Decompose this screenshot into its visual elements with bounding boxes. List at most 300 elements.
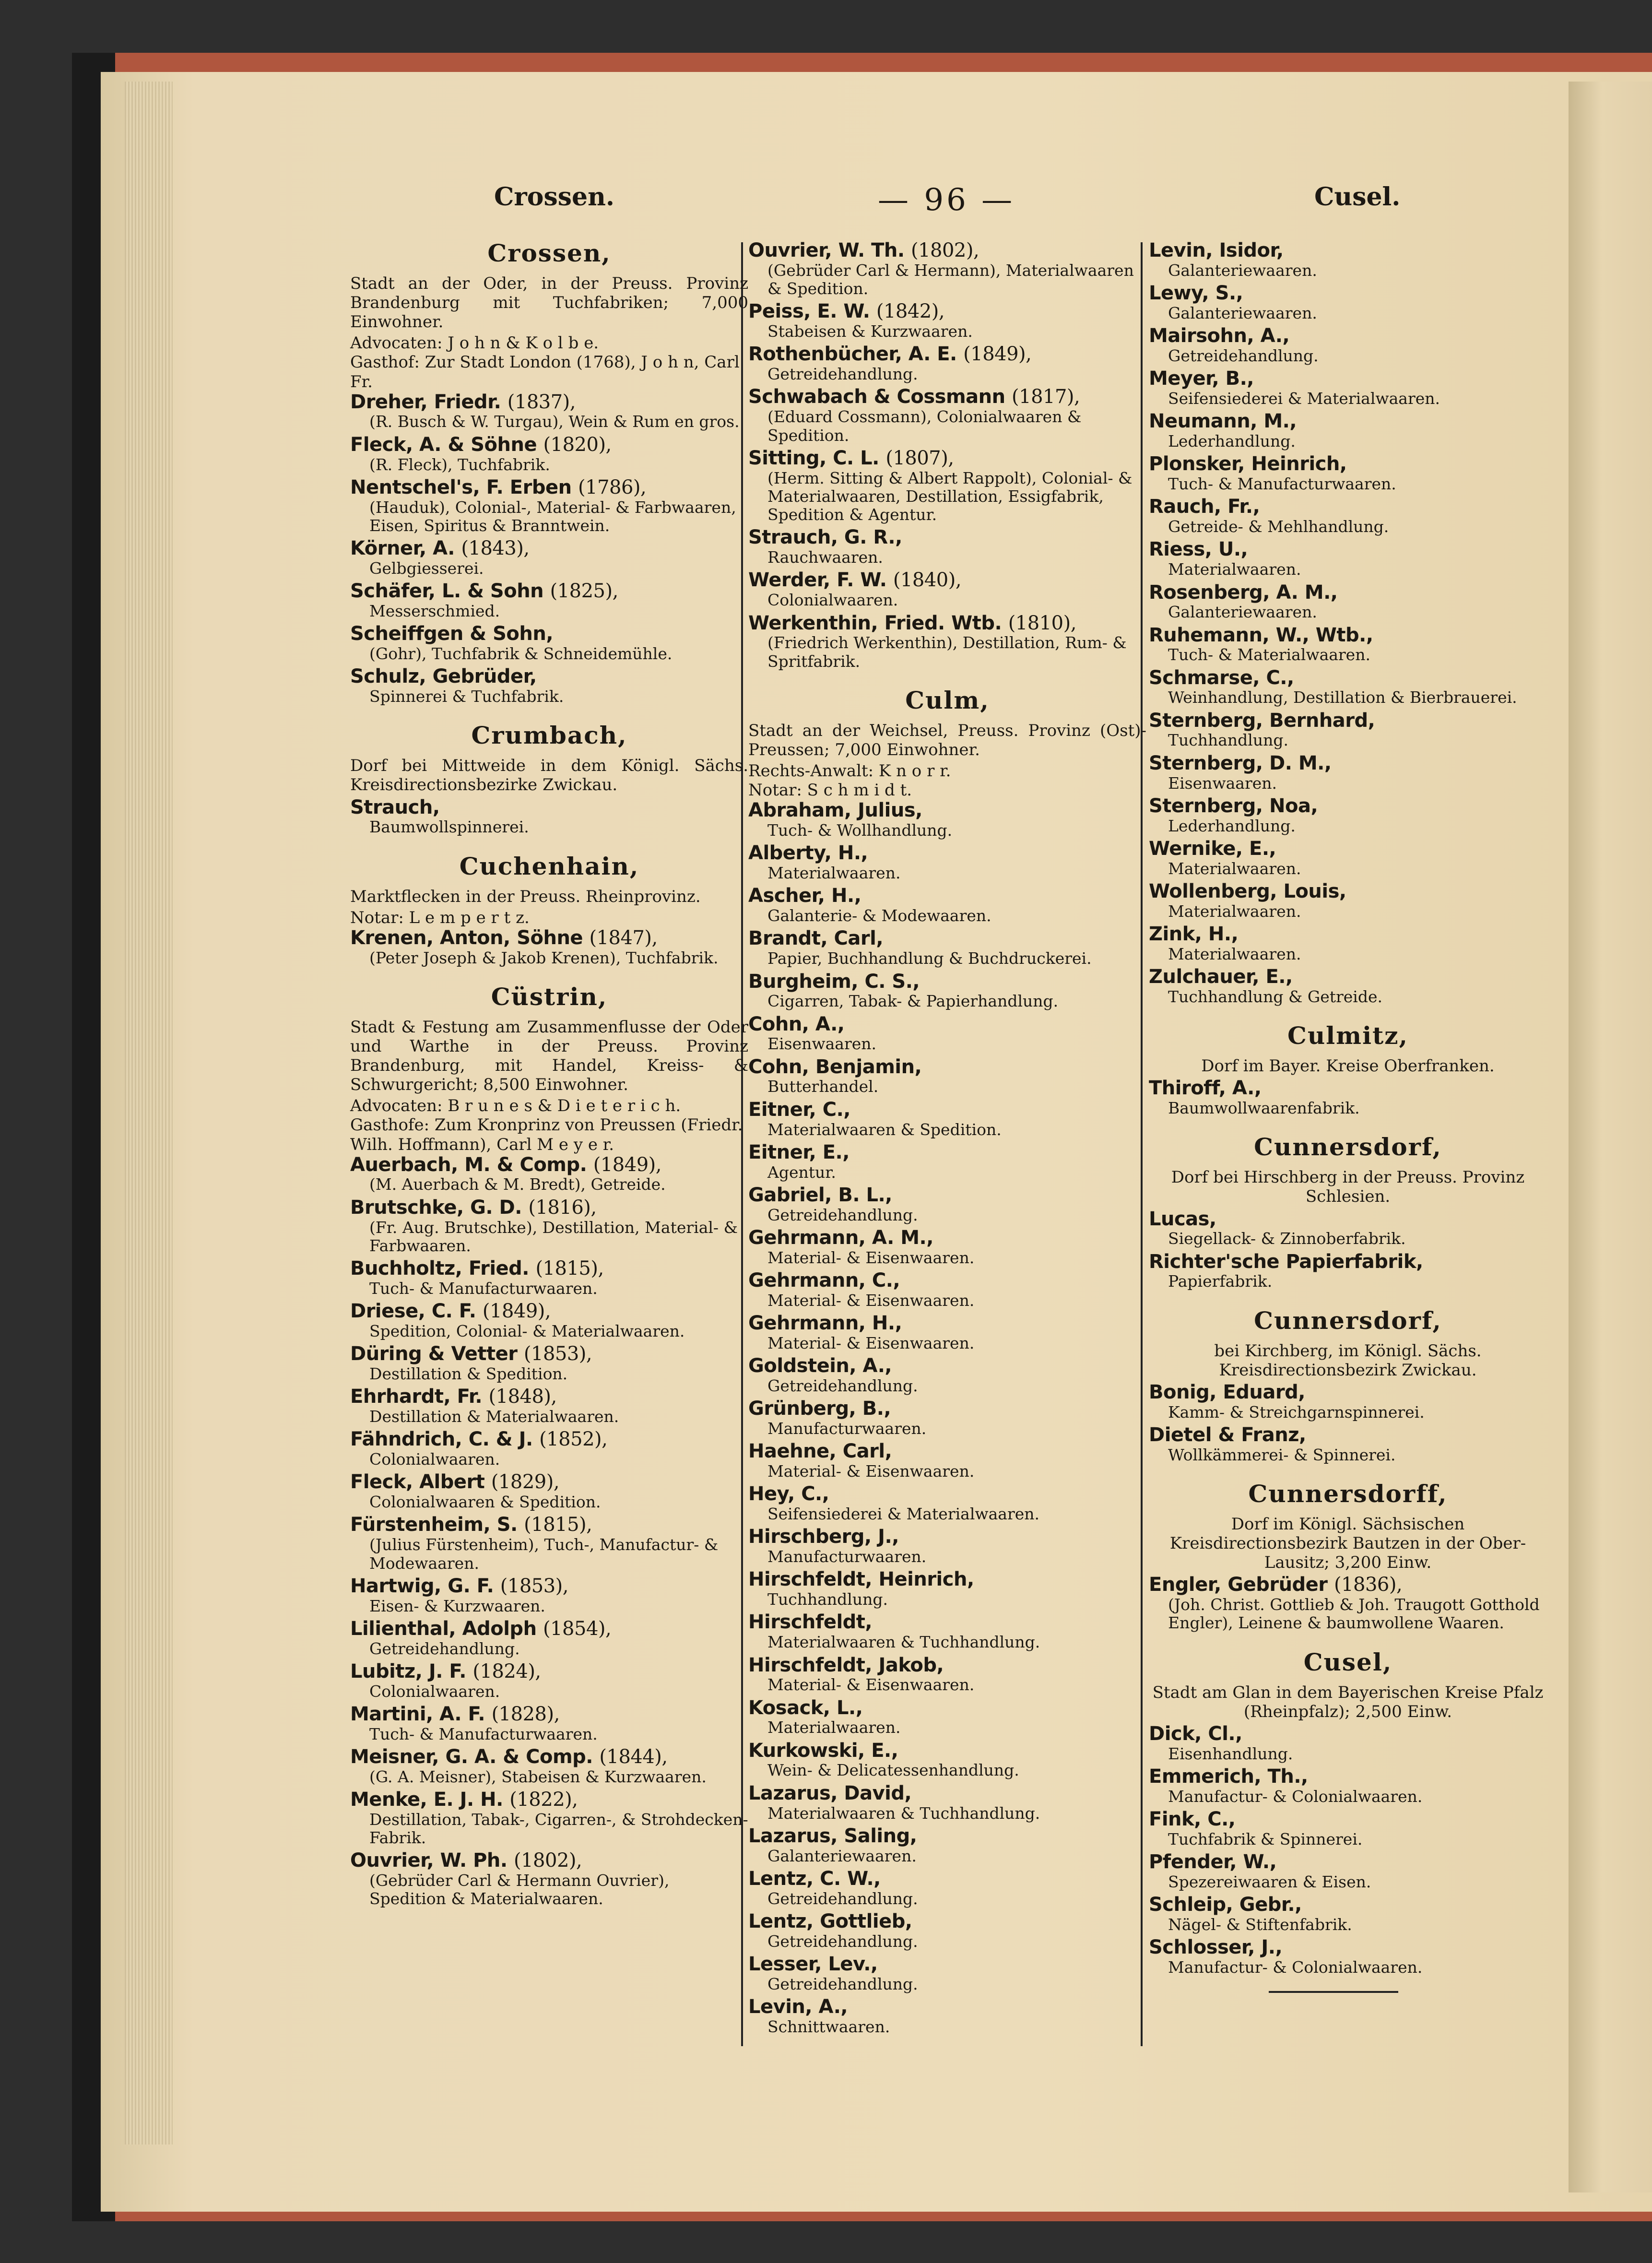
firm-name-line xyxy=(1149,283,1547,304)
founding-year: (1848), xyxy=(488,1386,557,1408)
city-description: Dorf im Bayer. Kreise Oberfranken. xyxy=(1201,1056,1495,1076)
firm-name: Riess, U., xyxy=(1149,538,1248,561)
firm-name-line xyxy=(350,623,748,645)
city-heading: Cunnersdorf, xyxy=(1254,1306,1442,1335)
directory-entry xyxy=(1149,1382,1547,1422)
firm-name: Levin, Isidor, xyxy=(1149,239,1284,261)
firm-name: Rauch, Fr., xyxy=(1149,496,1260,518)
firm-name: Fleck, Albert xyxy=(350,1471,485,1493)
directory-entry xyxy=(350,581,748,620)
firm-name: Körner, A. xyxy=(350,537,455,560)
city-heading: Crossen, xyxy=(487,239,611,267)
directory-entry xyxy=(350,1514,748,1572)
firm-name: Gehrmann, C., xyxy=(748,1269,900,1291)
directory-entry xyxy=(1149,496,1547,536)
founding-year: (1824), xyxy=(472,1660,541,1682)
directory-entry xyxy=(1149,539,1547,579)
firm-name-line xyxy=(350,1343,748,1365)
firm-name-line xyxy=(350,1576,748,1597)
firm-name-line xyxy=(748,1014,1146,1035)
firm-detail: Tuch- & Materialwaaren. xyxy=(1168,645,1370,664)
firm-name: Schmarse, C., xyxy=(1149,666,1294,689)
directory-entry xyxy=(1149,453,1547,493)
firm-name-line xyxy=(748,1483,1146,1505)
firm-detail: Materialwaaren & Tuchhandlung. xyxy=(767,1803,1040,1823)
firm-detail: Tuchhandlung & Getreide. xyxy=(1168,987,1382,1006)
firm-name-line xyxy=(748,1099,1146,1121)
firm-name: Hirschfeldt, xyxy=(748,1611,873,1634)
directory-entry xyxy=(350,1746,748,1786)
firm-name: Ascher, H., xyxy=(748,885,861,907)
firm-detail: Materialwaaren. xyxy=(1168,560,1301,579)
firm-name: Hartwig, G. F. xyxy=(350,1575,494,1597)
directory-entry xyxy=(748,1441,1146,1481)
firm-detail: Manufactur- & Colonialwaaren. xyxy=(1168,1787,1423,1806)
firm-name-line xyxy=(1149,966,1547,988)
firm-detail: Eisenwaaren. xyxy=(767,1034,877,1054)
directory-entry xyxy=(1149,1424,1547,1464)
firm-name-line xyxy=(1149,368,1547,390)
directory-entry xyxy=(1149,1251,1547,1291)
firm-name: Dietel & Franz, xyxy=(1149,1423,1306,1446)
city-note: Rechts-Anwalt: K n o r r. xyxy=(748,761,951,781)
firm-detail: Getreidehandlung. xyxy=(767,1974,918,1993)
firm-name-line xyxy=(748,1056,1146,1078)
firm-name: Nentschel's, F. Erben xyxy=(350,476,572,498)
directory-entry xyxy=(748,800,1146,840)
directory-entry xyxy=(748,527,1146,567)
directory-entry xyxy=(1149,1894,1547,1934)
directory-entry xyxy=(350,1154,748,1194)
directory-entry xyxy=(748,1996,1146,2036)
firm-name: Gehrmann, H., xyxy=(748,1312,902,1335)
directory-entry xyxy=(748,1355,1146,1395)
firm-detail: (Joh. Christ. Gottlieb & Joh. Traugott Gotthold Engler), Leinene & baumwollene Waaren. xyxy=(1168,1595,1540,1633)
firm-name: Fleck, A. & Söhne xyxy=(350,433,537,456)
founding-year: (1849), xyxy=(963,343,1032,366)
firm-name-line xyxy=(1149,625,1547,646)
firm-name-line xyxy=(748,1313,1146,1334)
directory-entry xyxy=(748,1611,1146,1651)
firm-name-line xyxy=(748,885,1146,907)
firm-name-line xyxy=(748,1655,1146,1676)
firm-detail: Tuch- & Manufacturwaaren. xyxy=(369,1724,598,1743)
directory-entry xyxy=(748,971,1146,1011)
firm-detail: Getreidehandlung. xyxy=(767,1205,918,1224)
firm-name-line xyxy=(1149,1574,1547,1596)
firm-name: Lesser, Lev., xyxy=(748,1953,878,1975)
firm-detail: Wollkämmerei- & Spinnerei. xyxy=(1168,1445,1396,1464)
founding-year: (1836), xyxy=(1333,1574,1403,1596)
firm-name-line xyxy=(748,971,1146,993)
firm-detail: Weinhandlung, Destillation & Bierbrauerei. xyxy=(1168,688,1517,707)
directory-entry xyxy=(350,391,748,431)
firm-detail: Messerschmied. xyxy=(369,601,500,620)
firm-detail: (Hauduk), Colonial-, Material- & Farbwaaren, Eisen, Spiritus & Branntwein. xyxy=(369,498,736,535)
firm-detail: Materialwaaren. xyxy=(767,1718,901,1737)
directory-entry xyxy=(1149,1809,1547,1848)
directory-column-2 xyxy=(748,240,1146,2039)
firm-name-line xyxy=(350,1789,748,1811)
firm-detail: Colonialwaaren. xyxy=(369,1450,500,1469)
city-heading: Cuchenhain, xyxy=(459,852,639,880)
firm-detail: Galanteriewaaren. xyxy=(767,1846,917,1865)
firm-name: Düring & Vetter xyxy=(350,1343,518,1365)
directory-entry xyxy=(1149,838,1547,878)
firm-name-line xyxy=(1149,1809,1547,1830)
firm-name: Pfender, W., xyxy=(1149,1851,1277,1873)
founding-year: (1840), xyxy=(893,569,962,592)
directory-entry xyxy=(1149,411,1547,450)
firm-detail: Manufactur- & Colonialwaaren. xyxy=(1168,1957,1423,1977)
firm-name: Neumann, M., xyxy=(1149,410,1297,433)
firm-name: Driese, C. F. xyxy=(350,1300,476,1323)
directory-entry xyxy=(1149,710,1547,750)
founding-year: (1816), xyxy=(528,1196,597,1219)
founding-year: (1847), xyxy=(589,926,658,949)
firm-name-line xyxy=(1149,496,1547,518)
firm-detail: Getreidehandlung. xyxy=(767,1931,918,1951)
firm-name: Levin, A., xyxy=(748,1996,848,2018)
directory-entry xyxy=(1149,240,1547,280)
directory-entry xyxy=(748,1398,1146,1438)
directory-entry xyxy=(350,1301,748,1340)
firm-name-line xyxy=(748,1868,1146,1890)
firm-detail: Manufacturwaaren. xyxy=(767,1547,927,1566)
firm-name-line xyxy=(350,1471,748,1493)
firm-detail: Gelbgiesserei. xyxy=(369,558,484,578)
firm-name: Meisner, G. A. & Comp. xyxy=(350,1746,593,1768)
firm-detail: Agentur. xyxy=(767,1162,836,1182)
firm-name-line xyxy=(1149,1894,1547,1916)
firm-name: Brutschke, G. D. xyxy=(350,1196,522,1219)
firm-name: Buchholtz, Fried. xyxy=(350,1257,530,1280)
firm-name: Lewy, S., xyxy=(1149,282,1243,305)
firm-name-line xyxy=(350,391,748,413)
firm-name: Engler, Gebrüder xyxy=(1149,1574,1328,1596)
firm-name-line xyxy=(748,301,1146,322)
firm-name-line xyxy=(748,1355,1146,1377)
firm-detail: Lederhandlung. xyxy=(1168,816,1296,835)
firm-name: Mairsohn, A., xyxy=(1149,325,1290,347)
founding-year: (1815), xyxy=(524,1514,592,1536)
directory-entry xyxy=(1149,1574,1547,1632)
directory-entry xyxy=(1149,1723,1547,1763)
directory-entry xyxy=(350,797,748,837)
firm-detail: Nägel- & Stiftenfabrik. xyxy=(1168,1915,1352,1934)
firm-name: Brandt, Carl, xyxy=(748,927,884,950)
founding-year: (1853), xyxy=(523,1343,592,1365)
city-description: Dorf im Königl. Sächsischen Kreisdirectionsbezirk Bautzen in der Ober-Lausitz; 3,200 Einw. xyxy=(1169,1514,1526,1573)
city-description: Stadt am Glan in dem Bayerischen Kreise Pfalz (Rheinpfalz); 2,500 Einw. xyxy=(1152,1682,1544,1721)
city-description: Stadt an der Weichsel, Preuss. Provinz (Ost)-Preussen; 7,000 Einwohner. xyxy=(748,721,1146,759)
firm-name: Plonsker, Heinrich, xyxy=(1149,453,1347,475)
firm-name-line xyxy=(748,1783,1146,1804)
directory-entry xyxy=(748,240,1146,298)
firm-name-line xyxy=(748,1569,1146,1590)
firm-detail: Eisenhandlung. xyxy=(1168,1744,1293,1763)
firm-detail: Materialwaaren. xyxy=(1168,859,1301,878)
firm-name: Lentz, Gottlieb, xyxy=(748,1910,912,1932)
running-head-left: Crossen. xyxy=(494,182,615,212)
directory-entry xyxy=(748,569,1146,609)
directory-entry xyxy=(748,885,1146,925)
directory-entry xyxy=(350,1471,748,1511)
firm-name: Menke, E. J. H. xyxy=(350,1789,503,1811)
firm-name-line xyxy=(350,927,748,949)
firm-detail: Getreidehandlung. xyxy=(767,365,918,384)
city-description: Marktflecken in der Preuss. Rheinprovinz. xyxy=(350,887,701,906)
firm-detail: Galanteriewaaren. xyxy=(1168,603,1317,622)
firm-detail: Spedition, Colonial- & Materialwaaren. xyxy=(369,1321,685,1340)
firm-name: Rothenbücher, A. E. xyxy=(748,343,957,366)
firm-name: Kosack, L., xyxy=(748,1696,863,1719)
directory-entry xyxy=(748,1227,1146,1267)
directory-entry xyxy=(748,1185,1146,1224)
firm-name: Ehrhardt, Fr. xyxy=(350,1386,483,1408)
city-heading: Cusel, xyxy=(1303,1647,1392,1676)
firm-detail: Destillation & Materialwaaren. xyxy=(369,1407,619,1426)
firm-name: Goldstein, A., xyxy=(748,1355,892,1377)
directory-entry xyxy=(350,1343,748,1383)
directory-entry xyxy=(350,1258,748,1298)
directory-entry xyxy=(748,1313,1146,1352)
firm-detail: Getreidehandlung. xyxy=(1168,346,1319,365)
firm-name-line xyxy=(748,1954,1146,1975)
firm-name: Haehne, Carl, xyxy=(748,1440,892,1463)
firm-detail: Destillation, Tabak-, Cigarren-, & Strohdecken-Fabrik. xyxy=(369,1810,748,1848)
directory-entry xyxy=(748,301,1146,341)
firm-name-line xyxy=(748,928,1146,949)
firm-detail: Tuch- & Wollhandlung. xyxy=(767,821,953,840)
firm-name: Schleip, Gebr., xyxy=(1149,1894,1302,1916)
firm-detail: Galanteriewaaren. xyxy=(1168,261,1317,280)
firm-name: Kurkowski, E., xyxy=(748,1739,898,1762)
firm-detail: Tuch- & Manufacturwaaren. xyxy=(369,1279,598,1298)
firm-name: Auerbach, M. & Comp. xyxy=(350,1153,587,1176)
firm-name-line xyxy=(1149,1723,1547,1745)
directory-entry xyxy=(748,1783,1146,1823)
firm-name: Sternberg, Noa, xyxy=(1149,794,1318,817)
firm-name: Wernike, E., xyxy=(1149,837,1276,860)
founding-year: (1829), xyxy=(491,1471,560,1493)
firm-name: Gehrmann, A. M., xyxy=(748,1226,933,1249)
firm-name-line xyxy=(1149,325,1547,347)
firm-detail: Material- & Eisenwaaren. xyxy=(767,1462,975,1481)
firm-name: Bonig, Eduard, xyxy=(1149,1381,1305,1403)
firm-name: Fürstenheim, S. xyxy=(350,1514,518,1536)
founding-year: (1815), xyxy=(535,1257,604,1280)
founding-year: (1825), xyxy=(550,580,618,603)
directory-entry xyxy=(748,1911,1146,1951)
firm-detail: Schnittwaaren. xyxy=(767,2017,890,2036)
firm-name: Hirschberg, J., xyxy=(748,1526,899,1548)
directory-entry xyxy=(1149,881,1547,921)
firm-name: Ouvrier, W. Th. xyxy=(748,239,905,261)
directory-entry xyxy=(748,1697,1146,1737)
founding-year: (1802), xyxy=(514,1849,582,1872)
directory-entry xyxy=(350,623,748,663)
firm-name: Martini, A. F. xyxy=(350,1703,485,1725)
firm-name-line xyxy=(350,1429,748,1450)
directory-entry xyxy=(350,1850,748,1908)
firm-detail: (M. Auerbach & M. Bredt), Getreide. xyxy=(369,1175,666,1194)
city-description: Dorf bei Mittweide in dem Königl. Sächs. Kreisdirectionsbezirke Zwickau. xyxy=(350,756,748,795)
city-description: Dorf bei Hirschberg in der Preuss. Provinz Schlesien. xyxy=(1171,1168,1525,1207)
firm-detail: Spinnerei & Tuchfabrik. xyxy=(369,687,564,706)
firm-detail: Tuchfabrik & Spinnerei. xyxy=(1168,1829,1363,1848)
directory-entry xyxy=(350,1197,748,1255)
directory-entry xyxy=(1149,1078,1547,1117)
firm-detail: Spezereiwaaren & Eisen. xyxy=(1168,1872,1371,1891)
firm-name: Lazarus, Saling, xyxy=(748,1825,917,1847)
directory-entry xyxy=(350,1429,748,1469)
facing-page-edge xyxy=(1569,82,1652,2192)
city-note: Notar: L e m p e r t z. xyxy=(350,908,530,927)
firm-name: Schäfer, L. & Sohn xyxy=(350,580,544,603)
firm-detail: (Friedrich Werkenthin), Destillation, Rum- & Spritfabrik. xyxy=(767,633,1127,671)
firm-name-line xyxy=(1149,1209,1547,1230)
directory-entry xyxy=(350,1661,748,1701)
firm-detail: Materialwaaren. xyxy=(1168,944,1301,963)
directory-entry xyxy=(350,477,748,535)
firm-name-line xyxy=(748,1911,1146,1932)
firm-detail: Destillation & Spedition. xyxy=(369,1364,568,1383)
firm-detail: Papier, Buchhandlung & Buchdruckerei. xyxy=(767,949,1092,968)
firm-name: Zink, H., xyxy=(1149,923,1239,945)
firm-name: Lubitz, J. F. xyxy=(350,1660,466,1682)
firm-name: Cohn, A., xyxy=(748,1013,845,1035)
directory-entry xyxy=(748,1569,1146,1609)
firm-name-line xyxy=(748,1142,1146,1163)
firm-name-line xyxy=(748,240,1146,261)
directory-entry xyxy=(1149,1209,1547,1248)
page-number: — 96 — xyxy=(878,182,1015,218)
firm-detail: (Herm. Sitting & Albert Rappolt), Colonial- & Materialwaaren, Destillation, Essigfabrik, Spedition & Agentur. xyxy=(767,468,1133,524)
firm-name: Schlosser, J., xyxy=(1149,1936,1283,1959)
firm-name-line xyxy=(350,1704,748,1725)
firm-detail: Galanteriewaaren. xyxy=(1168,303,1317,322)
founding-year: (1842), xyxy=(876,300,945,323)
city-note: Advocaten: B r u n e s & D i e t e r i c h. xyxy=(350,1096,681,1116)
firm-detail: Manufacturwaaren. xyxy=(767,1419,927,1438)
firm-name: Fähndrich, C. & J. xyxy=(350,1428,533,1451)
firm-detail: Baumwollwaarenfabrik. xyxy=(1168,1099,1360,1118)
firm-detail: (R. Busch & W. Turgau), Wein & Rum en gros. xyxy=(369,412,740,431)
firm-name-line xyxy=(350,1154,748,1176)
firm-name-line xyxy=(350,1514,748,1536)
firm-name-line xyxy=(350,1258,748,1280)
firm-detail: (Julius Fürstenheim), Tuch-, Manufactur- & Modewaaren. xyxy=(369,1535,719,1573)
firm-name: Dreher, Friedr. xyxy=(350,391,501,413)
firm-detail: Materialwaaren. xyxy=(1168,901,1301,921)
firm-detail: Material- & Eisenwaaren. xyxy=(767,1291,975,1310)
directory-column-3 xyxy=(1149,240,1547,1993)
firm-name-line xyxy=(1149,453,1547,475)
directory-entry xyxy=(748,1740,1146,1780)
firm-detail: Eisenwaaren. xyxy=(1168,773,1277,793)
directory-entry xyxy=(1149,325,1547,365)
city-note: Gasthofe: Zum Kronprinz von Preussen (Friedr. Wilh. Hoffmann), Carl M e y e r. xyxy=(350,1115,743,1154)
firm-name: Scheiffgen & Sohn, xyxy=(350,623,554,645)
firm-name-line xyxy=(350,1197,748,1219)
firm-name-line xyxy=(748,1227,1146,1249)
firm-detail: Material- & Eisenwaaren. xyxy=(767,1248,975,1267)
firm-name-line xyxy=(748,569,1146,591)
firm-detail: Getreidehandlung. xyxy=(767,1889,918,1908)
firm-name: Schwabach & Cossmann xyxy=(748,386,1005,408)
directory-entry xyxy=(350,1576,748,1615)
firm-name-line xyxy=(350,1618,748,1640)
firm-detail: (R. Fleck), Tuchfabrik. xyxy=(369,455,550,474)
directory-entry xyxy=(748,344,1146,383)
firm-detail: (Fr. Aug. Brutschke), Destillation, Material- & Farbwaaren. xyxy=(369,1218,738,1255)
founding-year: (1817), xyxy=(1012,386,1080,408)
city-heading: Cunnersdorf, xyxy=(1254,1133,1442,1161)
city-heading: Culm, xyxy=(905,686,990,714)
firm-name: Schulz, Gebrüder, xyxy=(350,665,537,688)
firm-name: Eitner, E., xyxy=(748,1141,850,1163)
firm-name-line xyxy=(1149,240,1547,261)
firm-name-line xyxy=(1149,1251,1547,1273)
firm-name: Fink, C., xyxy=(1149,1808,1236,1830)
firm-detail: Materialwaaren & Tuchhandlung. xyxy=(767,1633,1040,1652)
firm-detail: Getreidehandlung. xyxy=(767,1376,918,1395)
firm-name: Sternberg, Bernhard, xyxy=(1149,709,1375,732)
directory-entry xyxy=(748,842,1146,882)
firm-name: Peiss, E. W. xyxy=(748,300,870,323)
firm-name-line xyxy=(748,1611,1146,1633)
founding-year: (1837), xyxy=(507,391,576,413)
firm-name-line xyxy=(748,800,1146,821)
firm-detail: Material- & Eisenwaaren. xyxy=(767,1675,975,1694)
firm-name: Cohn, Benjamin, xyxy=(748,1055,922,1078)
firm-name-line xyxy=(1149,1382,1547,1403)
city-note: Gasthof: Zur Stadt London (1768), J o h n, Carl Fr. xyxy=(350,353,740,391)
founding-year: (1810), xyxy=(1008,612,1076,634)
firm-name-line xyxy=(748,1697,1146,1719)
founding-year: (1820), xyxy=(543,433,612,456)
directory-entry xyxy=(1149,795,1547,835)
firm-detail: (Gohr), Tuchfabrik & Schneidemühle. xyxy=(369,644,673,663)
firm-name: Gabriel, B. L., xyxy=(748,1184,892,1206)
firm-name-line xyxy=(748,842,1146,864)
firm-detail: Materialwaaren. xyxy=(767,864,901,883)
firm-name-line xyxy=(350,434,748,456)
firm-name: Werder, F. W. xyxy=(748,569,887,592)
firm-name-line xyxy=(1149,1937,1547,1958)
firm-name: Meyer, B., xyxy=(1149,367,1254,390)
directory-entry xyxy=(748,1014,1146,1054)
firm-name-line xyxy=(748,1825,1146,1847)
firm-name-line xyxy=(748,1185,1146,1206)
firm-detail: Material- & Eisenwaaren. xyxy=(767,1333,975,1352)
firm-detail: Galanterie- & Modewaaren. xyxy=(767,906,991,925)
firm-detail: Kamm- & Streichgarnspinnerei. xyxy=(1168,1402,1425,1422)
firm-detail: Lederhandlung. xyxy=(1168,432,1296,451)
firm-name: Hey, C., xyxy=(748,1483,829,1505)
city-heading: Culmitz, xyxy=(1287,1021,1408,1050)
directory-entry xyxy=(350,1704,748,1743)
directory-entry xyxy=(748,1868,1146,1908)
founding-year: (1822), xyxy=(509,1789,578,1811)
firm-detail: Wein- & Delicatessenhandlung. xyxy=(767,1761,1019,1780)
firm-name: Grünberg, B., xyxy=(748,1398,891,1420)
firm-name-line xyxy=(748,1398,1146,1420)
founding-year: (1828), xyxy=(491,1703,560,1725)
firm-detail: Getreidehandlung. xyxy=(369,1639,520,1658)
firm-name-line xyxy=(748,344,1146,365)
